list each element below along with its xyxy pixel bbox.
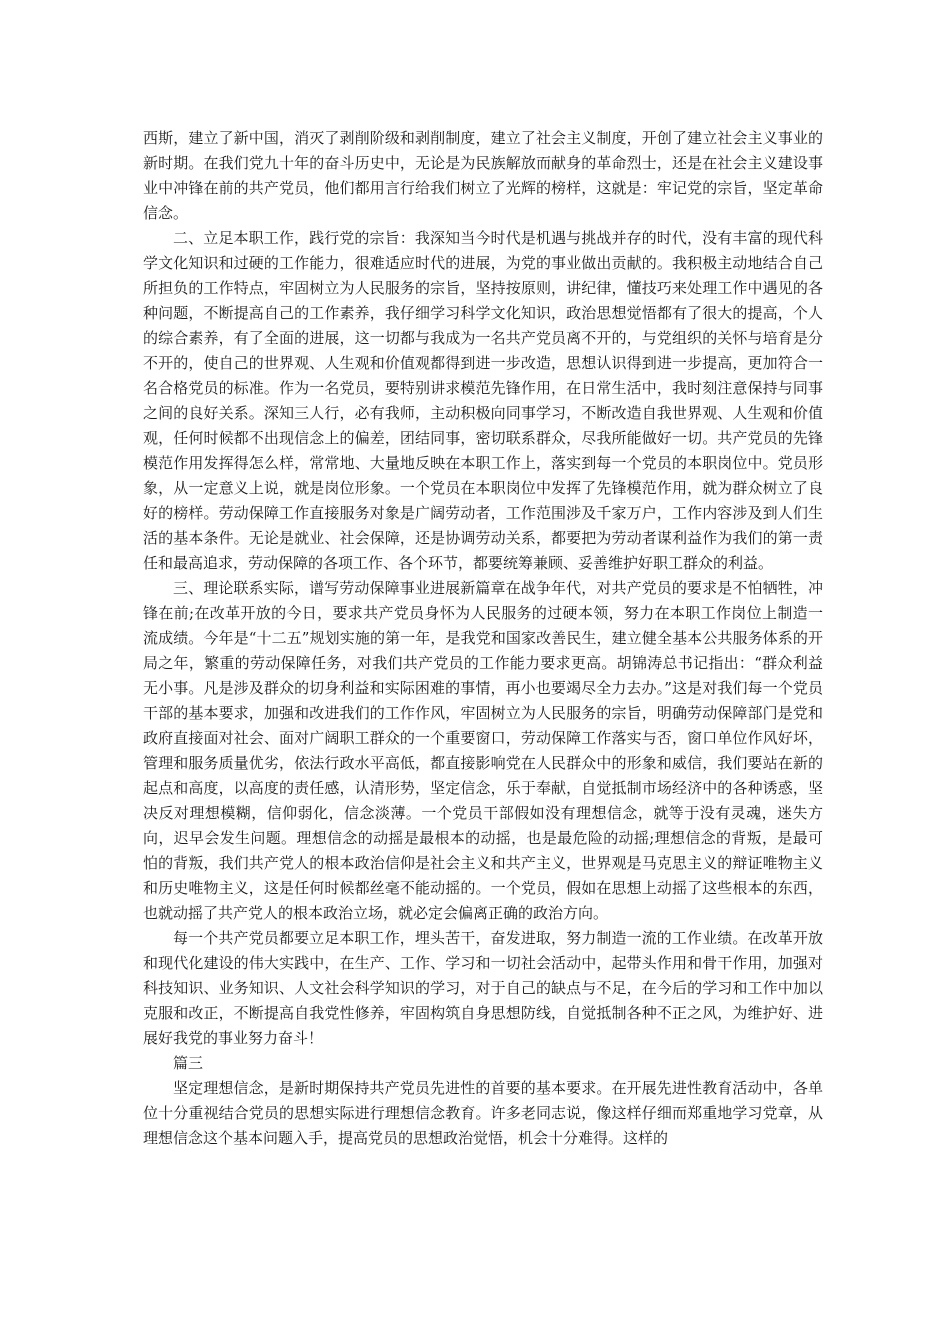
paragraph-section-three: 三、理论联系实际，谱写劳动保障事业进展新篇章在战争年代，对共产党员的要求是不怕牺牲，冲锋在前;在改革开放的今日，要求共产党员身怀为人民服务的过硬本领，努力在本职工作岗位上制造一流成绩。今年是“十二五”规划实施的第一年，是我党和国家改善民生，建立健全基本公共服务体系的开局之年，繁重的劳动保障任务，对我们共产党员的工作能力要求更高。胡锦涛总书记指出：“群众利益无小事。凡是涉及群众的切身利益和实际困难的事情，再小也要竭尽全力去办。”这是对我们每一个党员干部的基本要求，加强和改进我们的工作作风，牢固树立为人民服务的宗旨，明确劳动保障部门是党和政府直接面对社会、面对广阔职工群众的一个重要窗口，劳动保障工作落实与否，窗口单位作风好坏，管理和服务质量优劣，依法行政水平高低，都直接影响党在人民群众中的形象和威信，我们要站在新的起点和高度，以高度的责任感，认清形势，坚定信念，乐于奉献，自觉抵制市场经济中的各种诱惑，坚决反对理想模糊，信仰弱化，信念淡薄。一个党员干部假如没有理想信念，就等于没有灵魂，迷失方向，迟早会发生问题。理想信念的动摇是最根本的动摇，也是最危险的动摇;理想信念的背叛，是最可怕的背叛，我们共产党人的根本政治信仰是社会主义和共产主义，世界观是马克思主义的辩证唯物主义和历史唯物主义，这是任何时候都丝毫不能动摇的。一个党员，假如在思想上动摇了这些根本的东西，也就动摇了共产党人的根本政治立场，就必定会偏离正确的政治方向。 (143, 579, 823, 922)
paragraph-conclusion: 每一个共产党员都要立足本职工作，埋头苦干，奋发进取，努力制造一流的工作业绩。在改革开放和现代化建设的伟大实践中，在生产、工作、学习和一切社会活动中，起带头作用和骨干作用，加强对科技知识、业务知识、人文社会科学知识的学习，对于自己的缺点与不足，在今后的学习和工作中加以克服和改正，不断提高自我党性修养，牢固构筑自身思想防线，自觉抵制各种不正之风，为维护好、进展好我党的事业努力奋斗！ (143, 929, 823, 1047)
paragraph-part-three-intro: 坚定理想信念，是新时期保持共产党员先进性的首要的基本要求。在开展先进性教育活动中，各单位十分重视结合党员的思想实际进行理想信念教育。许多老同志说，像这样仔细而郑重地学习党章，从理想信念这个基本问题入手，提高党员的思想政治觉悟，机会十分难得。这样的 (143, 1079, 823, 1147)
paragraph-continuation: 西斯，建立了新中国，消灭了剥削阶级和剥削制度，建立了社会主义制度，开创了建立社会主义事业的新时期。在我们党九十年的奋斗历史中，无论是为民族解放而献身的革命烈士，还是在社会主义建设事业中冲锋在前的共产党员，他们都用言行给我们树立了光辉的榜样，这就是：牢记党的宗旨，坚定革命信念。 (143, 129, 823, 222)
paragraph-section-two: 二、立足本职工作，践行党的宗旨：我深知当今时代是机遇与挑战并存的时代，没有丰富的现代科学文化知识和过硬的工作能力，很难适应时代的进展，为党的事业做出贡献的。我积极主动地结合自己所担负的工作特点，牢固树立为人民服务的宗旨，坚持按原则，讲纪律，懂技巧来处理工作中遇见的各种问题，不断提高自己的工作素养，我仔细学习科学文化知识，政治思想觉悟都有了很大的提高，个人的综合素养，有了全面的进展，这一切都与我成为一名共产党员离不开的，与党组织的关怀与培育是分不开的，使自己的世界观、人生观和价值观都得到进一步改造，思想认识得到进一步提高，更加符合一名合格党员的标准。作为一名党员，要特别讲求模范先锋作用，在日常生活中，我时刻注意保持与同事之间的良好关系。深知三人行，必有我师，主动积极向同事学习，不断改造自我世界观、人生观和价值观，任何时候都不出现信念上的偏差，团结同事，密切联系群众，尽我所能做好一切。共产党员的先锋模范作用发挥得怎么样，常常地、大量地反映在本职工作上，落实到每一个党员的本职岗位中。党员形象，从一定意义上说，就是岗位形象。一个党员在本职岗位中发挥了先锋模范作用，就为群众树立了良好的榜样。劳动保障工作直接服务对象是广阔劳动者，工作范围涉及千家万户，工作内容涉及到人们生活的基本条件。无论是就业、社会保障，还是协调劳动关系，都要把为劳动者谋利益作为我们的第一责任和最高追求，劳动保障的各项工作、各个环节，都要统筹兼顾、妥善维护好职工群众的利益。 (143, 229, 823, 572)
document-body (143, 126, 823, 1151)
section-heading-part-three: 篇三 (173, 1054, 204, 1072)
